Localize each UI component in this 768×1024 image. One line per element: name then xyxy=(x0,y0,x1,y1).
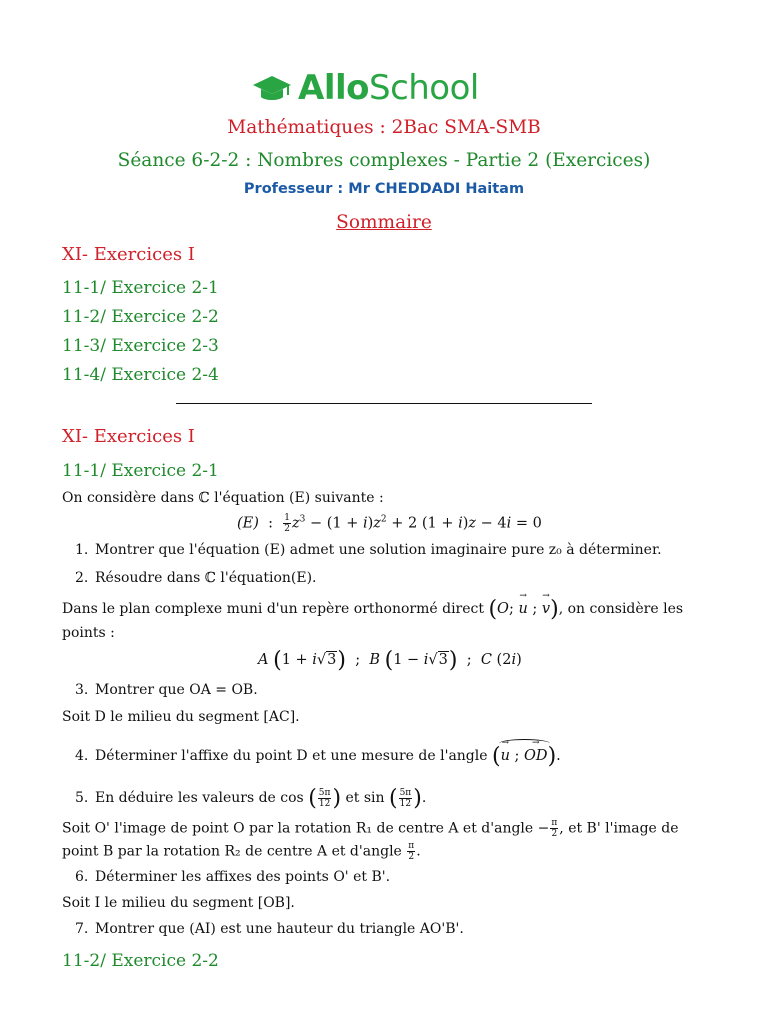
soit-d: Soit D le milieu du segment [AC]. xyxy=(62,709,300,725)
exercise-title: 11-2/ Exercice 2-2 xyxy=(62,951,219,971)
soit-i: Soit I le milieu du segment [OB]. xyxy=(62,895,295,911)
toc-item[interactable]: 11-2/ Exercice 2-2 xyxy=(62,307,219,327)
session-title: Séance 6-2-2 : Nombres complexes - Partie 2 (Exercices) xyxy=(117,150,651,171)
toc-item[interactable]: 11-3/ Exercice 2-3 xyxy=(62,336,219,356)
alloschool-logo xyxy=(252,64,479,112)
graduation-cap-icon xyxy=(252,72,292,104)
intro-text: On considère dans ℂ l'équation (E) suivante : xyxy=(62,490,384,506)
plane-text: Dans le plan complexe muni d'un repère orthonormé direct (O; → u ; → v), on considère les xyxy=(62,597,683,622)
exercise-title: 11-1/ Exercice 2-1 xyxy=(62,461,219,481)
subject-title: Mathématiques : 2Bac SMA-SMB xyxy=(227,117,541,138)
question-1: 1. Montrer que l'équation (E) admet une solution imaginaire pure z₀ à déterminer. xyxy=(75,542,662,558)
question-5: 5. En déduire les valeurs de cos ( $\frac{5\pi}{12}$ ) et sin ( $\frac{5\pi}{12}$ ). xyxy=(75,786,427,811)
question-3: 3. Montrer que OA = OB. xyxy=(75,682,258,698)
logo-brand-light: School xyxy=(368,68,479,108)
toc-section: XI- Exercices I xyxy=(62,244,195,265)
question-4: 4. Déterminer l'affixe du point D et une mesure de l'angle (→ u ; → OD). xyxy=(75,744,561,769)
question-7: 7. Montrer que (AI) est une hauteur du triangle AO'B'. xyxy=(75,921,464,937)
toc-item[interactable]: 11-1/ Exercice 2-1 xyxy=(62,278,219,298)
professor-name: Professeur : Mr CHEDDADI Haitam xyxy=(243,181,525,197)
summary-title: Sommaire xyxy=(336,212,432,233)
equation-e: (E) : $\frac{1}{2}$ $z^3 - (1 + i)z^2 + 2$ (1 + i)z − 4i = 0 xyxy=(237,513,542,534)
question-2: 2. Résoudre dans ℂ l'équation(E). xyxy=(75,570,317,586)
section-title: XI- Exercices I xyxy=(62,426,195,447)
rotation-line-2: point B par la rotation R₂ de centre A et d'angle $\frac{\pi}{2}$ . xyxy=(62,841,421,862)
rotation-line-1: Soit O' l'image de point O par la rotation R₁ de centre A et d'angle − $\frac{\pi}{2}$ , et B' l'image de xyxy=(62,818,679,839)
divider xyxy=(176,403,592,404)
logo-brand-bold: Allo xyxy=(298,68,369,108)
points-label: points : xyxy=(62,625,115,641)
question-6: 6. Déterminer les affixes des points O' et B'. xyxy=(75,869,391,885)
toc-item[interactable]: 11-4/ Exercice 2-4 xyxy=(62,365,219,385)
points-abc: A (1 + i√3) ; B (1 − i√3) ; C (2i) xyxy=(258,648,522,673)
